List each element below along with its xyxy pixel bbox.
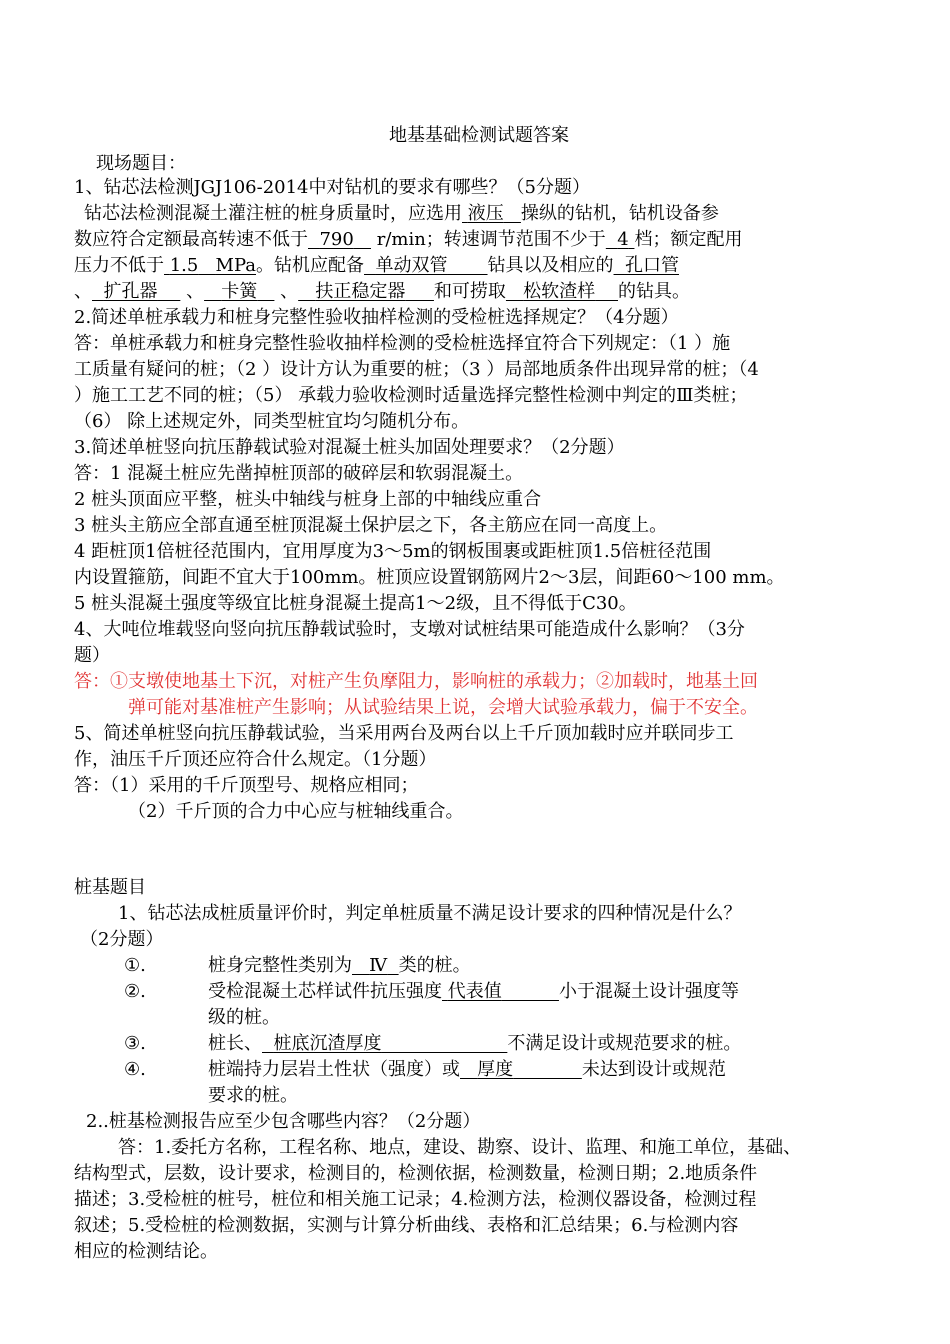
s2-q1-item2-line2: 级的桩。 (208, 1007, 280, 1028)
fill-blank (442, 981, 559, 1002)
s2-q1-question-line2: （2分题） (80, 929, 164, 950)
s1-q3-answer-line5: 内设置箍筋，间距不宜大于100mm。桩顶应设置钢筋网片2～3层，间距60～100 mm。 (74, 567, 785, 588)
s1-q3-answer-line4: 4 距桩顶1倍桩径范围内，宜用厚度为3～5m的钢板围裹或距桩顶1.5倍桩径范围 (74, 541, 712, 562)
s1-q5-answer-line1: 答：（1）采用的千斤顶型号、规格应相同； (74, 775, 419, 796)
blank-value: 1.5 (169, 255, 199, 276)
fill-blank (460, 1059, 582, 1080)
s1-q2-answer-line4: （6） 除上述规定外，同类型桩宜均匀随机分布。 (74, 411, 470, 432)
s1-q5-question-line2: 作，油压千斤顶还应符合什么规定。（1分题） (74, 749, 437, 770)
s1-q3-question: 3.简述单桩竖向抗压静载试验对混凝土桩头加固处理要求？（2分题） (74, 437, 625, 458)
s1-q3-answer-line3: 3 桩头主筋应全部直通至桩顶混凝土保护层之下，各主筋应在同一高度上。 (74, 515, 668, 536)
s1-q1-answer-line4 (74, 280, 690, 304)
text: 桩端持力层岩土性状（强度）或 (208, 1059, 460, 1080)
s2-q1-item1-number: ①. (124, 955, 146, 976)
section-heading-pile: 桩基题目 (74, 877, 146, 898)
s2-q2-answer-line4: 叙述；5.受检桩的检测数据，实测与计算分析曲线、表格和汇总结果；6.与检测内容 (74, 1215, 739, 1236)
text: 钻具以及相应的 (487, 255, 614, 276)
text: 钻芯法检测混凝土灌注桩的桩身质量时，应选用 (84, 203, 462, 224)
blank-value: 扩孔器 (103, 281, 158, 302)
s1-q2-answer-line2: 工质量有疑问的桩；（2 ）设计方认为重要的桩；（3 ）局部地质条件出现异常的桩；（4 (74, 359, 759, 380)
text: 类的桩。 (398, 955, 471, 976)
text: 数应符合定额最高转速不低于 (74, 229, 308, 250)
blank-value: 扶正稳定器 (315, 281, 406, 302)
section-heading-onsite: 现场题目： (96, 153, 186, 174)
fill-blank (298, 281, 434, 302)
blank-value: 代表值 (447, 981, 502, 1002)
fill-blank (352, 955, 399, 976)
s2-q1-item3 (208, 1032, 741, 1056)
blank-value: 松软渣样 (523, 281, 596, 302)
fill-blank (92, 281, 180, 302)
text: 、 (280, 281, 299, 302)
s2-q2-answer-line3: 描述；3.受检桩的桩号，桩位和相关施工记录；4.检测方法，检测仪器设备，检测过程 (74, 1189, 757, 1210)
s1-q3-answer-line1: 答：1 混凝土桩应先凿掉桩顶部的破碎层和软弱混凝土。 (74, 463, 524, 484)
text: 、 (186, 281, 205, 302)
s1-q4-answer-line1: 答：①支墩使地基土下沉，对桩产生负摩阻力，影响桩的承载力；②加载时，地基土回 (74, 671, 758, 692)
text: 档；额定配用 (634, 229, 743, 250)
s1-q3-answer-line6: 5 桩头混凝土强度等级宜比桩身混凝土提高1～2级，且不得低于C30。 (74, 593, 637, 614)
blank-unit: MPa (215, 255, 257, 276)
fill-blank (606, 229, 635, 250)
fill-blank (614, 255, 679, 276)
blank-value: 4 (617, 229, 629, 250)
text: 和可捞取 (433, 281, 506, 302)
blank-value: 液压 (467, 203, 504, 224)
s1-q3-answer-line2: 2 桩头顶面应平整，桩头中轴线与桩身上部的中轴线应重合 (74, 489, 542, 510)
s2-q2-answer-line5: 相应的检测结论。 (74, 1241, 218, 1262)
fill-blank (262, 1033, 507, 1054)
blank-value: 单动双管 (375, 255, 448, 276)
s1-q5-question-line1: 5、简述单桩竖向抗压静载试验，当采用两台及两台以上千斤顶加载时应并联同步工 (74, 723, 734, 744)
blank-value: Ⅳ (369, 955, 388, 976)
blank-value: 厚度 (477, 1059, 514, 1080)
s1-q1-answer-line3 (74, 254, 679, 278)
blank-value: 卡簧 (221, 281, 258, 302)
s1-q1-answer-line2 (74, 228, 742, 252)
text: 、 (74, 281, 92, 302)
s1-q4-question-line1: 4、大吨位堆载竖向竖向抗压静载试验时，支墩对试桩结果可能造成什么影响？（3分 (74, 619, 745, 640)
s2-q1-item4-number: ④. (124, 1059, 146, 1080)
s1-q2-question: 2.简述单桩承载力和桩身完整性验收抽样检测的受检桩选择规定？（4分题） (74, 307, 679, 328)
blank-value: 790 (319, 229, 354, 250)
text: 操纵的钻机，钻机设备参 (520, 203, 719, 224)
s2-q1-question-line1: 1、钻芯法成桩质量评价时，判定单桩质量不满足设计要求的四种情况是什么？ (118, 903, 742, 924)
s2-q2-answer-line1: 答：1.委托方名称，工程名称、地点，建设、勘察、设计、监理、和施工单位，基础、 (118, 1137, 802, 1158)
s2-q1-item2 (208, 980, 739, 1004)
fill-blank (308, 229, 371, 250)
fill-blank (506, 281, 618, 302)
text: 桩身完整性类别为 (208, 955, 352, 976)
text: 小于混凝土设计强度等 (558, 981, 739, 1002)
s1-q2-answer-line3: ）施工工艺不同的桩；（5） 承载力验收检测时适量选择完整性检测中判定的Ⅲ类桩； (74, 385, 748, 406)
s2-q1-item4-line2: 要求的桩。 (208, 1085, 298, 1106)
text: 的钻具。 (618, 281, 690, 302)
text: 压力不低于 (74, 255, 164, 276)
s2-q2-answer-line2: 结构型式，层数，设计要求，检测目的，检测依据，检测数量，检测日期；2.地质条件 (74, 1163, 758, 1184)
s1-q5-answer-line2: （2）千斤顶的合力中心应与桩轴线重合。 (128, 801, 464, 822)
s1-q4-answer-line2: 弹可能对基准桩产生影响；从试验结果上说，会增大试验承载力，偏于不安全。 (128, 697, 758, 718)
s2-q1-item4 (208, 1058, 726, 1082)
text: 不满足设计或规范要求的桩。 (507, 1033, 742, 1054)
blank-value: 孔口管 (624, 255, 679, 276)
text: r/min；转速调节范围不少于 (376, 229, 606, 250)
s2-q1-item2-number: ②. (124, 981, 146, 1002)
s1-q2-answer-line1: 答：单桩承载力和桩身完整性验收抽样检测的受检桩选择宜符合下列规定：（1 ）施 (74, 333, 731, 354)
s2-q2-question: 2..桩基检测报告应至少包含哪些内容？（2分题） (86, 1111, 481, 1132)
s1-q4-question-line2: 题） (74, 645, 110, 666)
s1-q1-question: 1、钻芯法检测JGJ106-2014中对钻机的要求有哪些？（5分题） (74, 177, 590, 198)
s2-q1-item3-number: ③. (124, 1033, 146, 1054)
fill-blank (364, 255, 488, 276)
fill-blank (164, 255, 256, 276)
text: 未达到设计或规范 (581, 1059, 726, 1080)
text: 。钻机应配备 (256, 255, 365, 276)
s1-q1-answer-line1 (84, 202, 719, 226)
text: 桩长、 (208, 1033, 262, 1054)
fill-blank (462, 203, 521, 224)
blank-value: 桩底沉渣厚度 (273, 1033, 382, 1054)
s2-q1-item1 (208, 954, 471, 978)
document-title: 地基基础检测试题答案 (389, 125, 569, 146)
fill-blank (204, 281, 274, 302)
text: 受检混凝土芯样试件抗压强度 (208, 981, 442, 1002)
